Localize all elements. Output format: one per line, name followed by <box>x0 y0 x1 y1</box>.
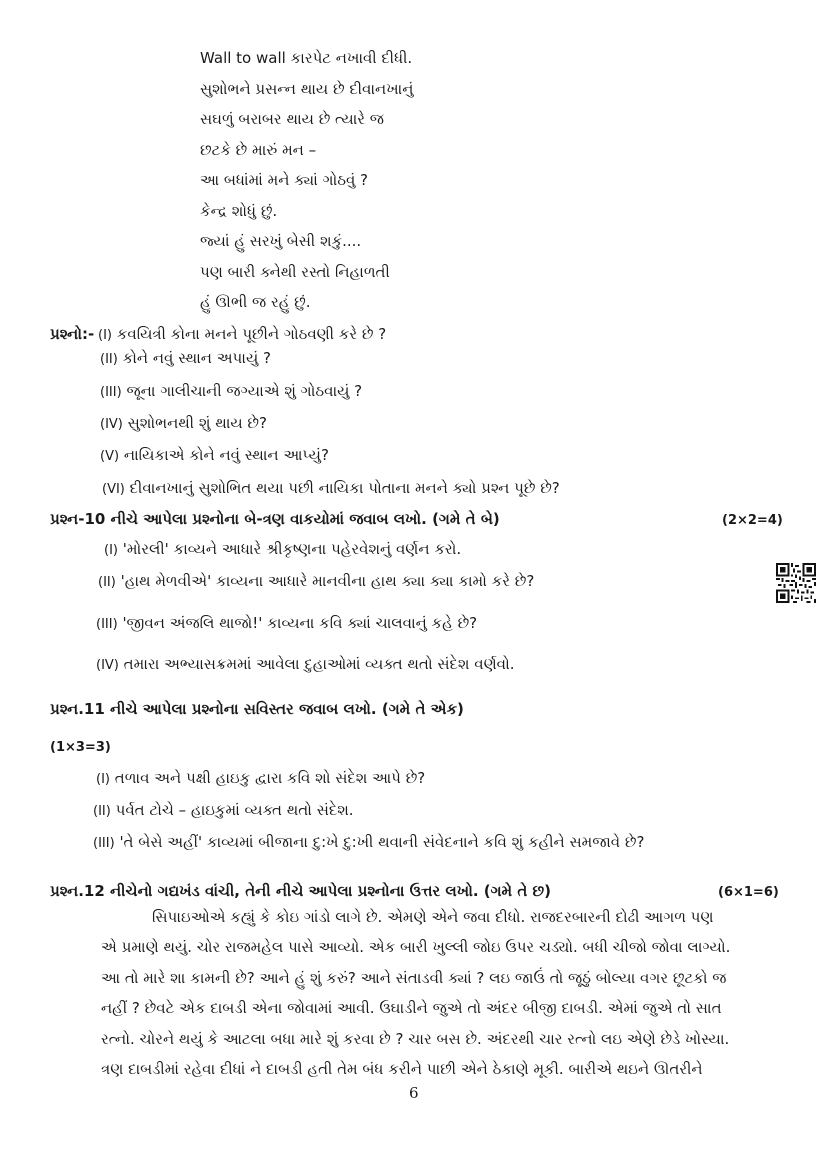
question-text: 'હાથ મેળવીએ' કાવ્યના આધારે માનવીના હાથ ક્યા ક્યા કામો કરે છે? <box>120 572 535 590</box>
question-item <box>93 803 354 818</box>
page-number: 6 <box>409 1084 419 1102</box>
question-text: 'જીવન અંજલિ થાજો!' કાવ્યના કવિ ક્યાં ચાલવાનું કહે છે? <box>122 614 478 632</box>
question-text: પર્વત ટોચે – હાઇકુમાં વ્યક્ત થતો સંદેશ. <box>115 801 354 819</box>
question-number: (IV) <box>96 658 119 673</box>
prashno-label: પ્રશ્નો:- <box>50 325 95 343</box>
question-item <box>100 351 271 366</box>
question-item <box>98 327 386 342</box>
question-text: 'તે બેસે અહીં' કાવ્યમાં બીજાના દુ:ખે દુ:ખી થવાની સંવેદનાને કવિ શું કહીને સમજાવે છે? <box>119 833 645 851</box>
question-item <box>104 542 461 557</box>
poem-line: હું ઊભી જ રહું છું. <box>200 293 311 311</box>
poem-line: સુશોભને પ્રસન્ન થાય છે દીવાનખાનું <box>200 80 414 98</box>
question-text: કવયિત્રી કોના મનને પૂછીને ગોઠવણી કરે છે ? <box>116 325 387 343</box>
q11-header: પ્રશ્ન.11 નીચે આપેલા પ્રશ્નોના સવિસ્તર જવાબ લખો. (ગમે તે એક) <box>50 700 464 718</box>
question-text: કોને નવું સ્થાન અપાયું ? <box>122 349 271 367</box>
poem-line: Wall to wall કારપેટ નખાવી દીધી. <box>200 49 413 67</box>
question-item <box>100 384 362 399</box>
question-number: (III) <box>96 617 118 632</box>
poem-line: છટકે છે મારું મન – <box>200 141 317 159</box>
question-number: (II) <box>100 352 118 367</box>
passage-line: ત્રણ દાબડીમાં રહેવા દીધાં ને દાબડી હતી તેમ બંધ કરીને પાછી એને ઠેકાણે મૂકી. બારીએ થઇને ઊતરીને <box>101 1060 703 1078</box>
question-text: તળાવ અને પક્ષી હાઇકુ દ્વારા કવિ શો સંદેશ આપે છે? <box>114 769 426 787</box>
poem-line: આ બધાંમાં મને ક્યાં ગોઠવું ? <box>200 171 369 189</box>
q10-header: પ્રશ્ન-10 નીચે આપેલા પ્રશ્નોના બે-ત્રણ વાકયોમાં જવાબ લખો. (ગમે તે બે) <box>50 510 500 528</box>
question-text: દીવાનખાનું સુશોભિત થયા પછી નાયિકા પોતાના મનને ક્યો પ્રશ્ન પૂછે છે? <box>129 479 560 497</box>
question-item <box>102 481 560 496</box>
question-number: (V) <box>100 449 120 464</box>
question-item <box>100 416 267 431</box>
question-text: નાયિકાએ કોને નવું સ્થાન આપ્યું? <box>123 446 329 464</box>
q12-marks: (6×1=6) <box>718 885 779 900</box>
question-item <box>93 835 644 850</box>
question-item <box>98 574 534 589</box>
passage-line: સિપાઇઓએ કહ્યું કે કોઇ ગાંડો લાગે છે. એમણે એને જવા દીધો. રાજદરબારની દોઢી આગળ પણ <box>152 908 714 926</box>
question-text: જૂના ગાલીચાની જગ્યાએ શું ગોઠવાયું ? <box>126 382 363 400</box>
poem-line: સઘળું બરાબર થાય છે ત્યારે જ <box>200 110 384 128</box>
question-number: (I) <box>96 772 110 787</box>
question-number: (II) <box>93 804 111 819</box>
passage-line: એ પ્રમાણે થયું. ચોર રાજમહેલ પાસે આવ્યો. એક બારી ખુલ્લી જોઇ ઉપર ચડ્યો. બધી ચીજો જોવા લાગ્યો. <box>101 938 731 956</box>
question-text: તમારા અભ્યાસક્રમમાં આવેલા દુહાઓમાં વ્યક્ત થતો સંદેશ વર્ણવો. <box>123 655 515 673</box>
qr-code-icon <box>776 563 816 603</box>
question-item <box>96 771 425 786</box>
question-number: (III) <box>100 385 122 400</box>
poem-line: જ્યાં હું સરખું બેસી શકું.... <box>200 232 362 250</box>
question-text: સુશોભનથી શું થાય છે? <box>127 414 267 432</box>
q11-marks: (1×3=3) <box>50 740 111 755</box>
question-number: (I) <box>104 543 118 558</box>
question-item <box>96 657 515 672</box>
question-item <box>96 616 477 631</box>
question-item <box>100 448 329 463</box>
question-number: (III) <box>93 836 115 851</box>
q12-header: પ્રશ્ન.12 નીચેનો ગદ્યખંડ વાંચી, તેની નીચે આપેલા પ્રશ્નોના ઉત્તર લખો. (ગમે તે છ) <box>50 882 551 900</box>
passage-line: આ તો મારે શા કામની છે? આને હું શું કરું? આને સંતાડવી ક્યાં ? લઇ જાઉં તો જૂઠું બોલ્યા વગર છૂટકો જ <box>101 969 727 987</box>
passage-line: રત્નો. ચોરને થયું કે આટલા બધા મારે શું કરવા છે ? ચાર બસ છે. અંદરથી ચાર રત્નો લઇ એણે છેડે ખોસ્યા. <box>101 1030 730 1048</box>
poem-line: પણ બારી ક્નેથી રસ્તો નિહાળતી <box>200 263 390 281</box>
q10-marks: (2×2=4) <box>722 513 783 528</box>
poem-line: કેન્દ્ર શોધું છું. <box>200 202 278 220</box>
question-number: (VI) <box>102 482 125 497</box>
passage-line: નહીં ? છેવટે એક દાબડી એના જોવામાં આવી. ઉઘાડીને જુએ તો અંદર બીજી દાબડી. એમાં જુએ તો સાત <box>101 999 722 1017</box>
question-number: (I) <box>98 328 112 343</box>
question-text: 'મોરલી' કાવ્યને આધારે શ્રીકૃષ્ણના પહેરવેશનું વર્ણન કરો. <box>122 540 462 558</box>
question-number: (IV) <box>100 417 123 432</box>
question-number: (II) <box>98 575 116 590</box>
